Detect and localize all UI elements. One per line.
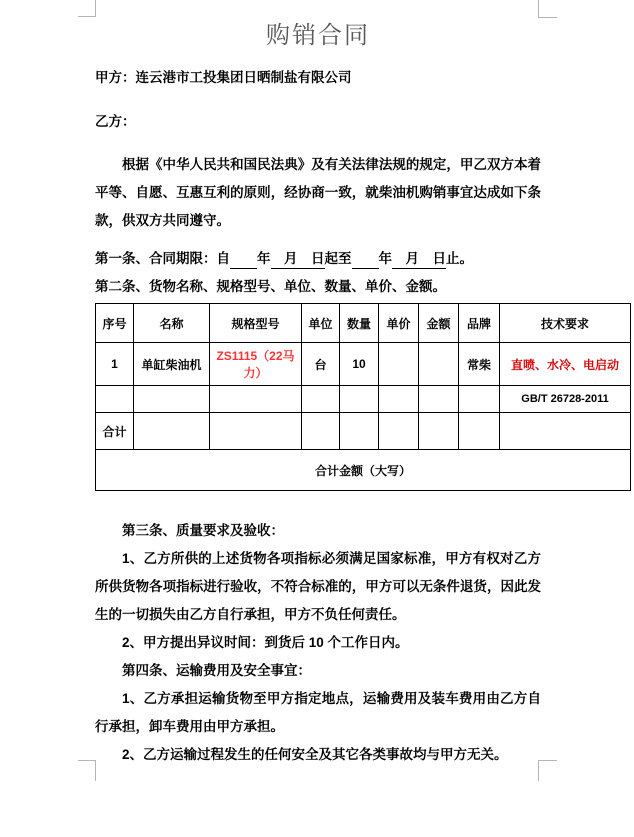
column-header: 金额 bbox=[419, 304, 459, 343]
table-cell bbox=[210, 386, 302, 413]
table-cell bbox=[379, 413, 419, 450]
column-header: 技术要求 bbox=[500, 304, 631, 343]
table-cell bbox=[96, 386, 134, 413]
table-cell bbox=[134, 413, 210, 450]
table-cell-total-amount-label: 合计金额（大写） bbox=[96, 450, 631, 491]
clause-2-heading: 第二条、货物名称、规格型号、单位、数量、单价、金额。 bbox=[95, 279, 446, 294]
table-cell-unit: 台 bbox=[302, 343, 340, 386]
table-cell bbox=[210, 413, 302, 450]
table-cell bbox=[379, 386, 419, 413]
table-cell-gb-standard: GB/T 26728-2011 bbox=[500, 386, 631, 413]
table-cell-subtotal-label: 合计 bbox=[96, 413, 134, 450]
table-cell-amount bbox=[419, 343, 459, 386]
year-blank-start bbox=[230, 250, 257, 269]
party-a-line: 甲方：连云港市工投集团日晒制盐有限公司 bbox=[95, 70, 352, 85]
table-cell-brand: 常柴 bbox=[459, 343, 500, 386]
goods-subtotal-row bbox=[96, 413, 631, 450]
goods-standard-row bbox=[96, 386, 631, 413]
table-cell-seq: 1 bbox=[96, 343, 134, 386]
clause-1-prefix: 第一条、合同期限：自 bbox=[95, 251, 230, 266]
table-cell bbox=[340, 413, 379, 450]
table-cell bbox=[419, 386, 459, 413]
text-boundary-mark-bottom-left bbox=[78, 760, 96, 781]
table-cell bbox=[302, 413, 340, 450]
clause-3-item-2: 2、甲方提出异议时间：到货后 10 个工作日内。 bbox=[122, 635, 409, 650]
table-cell-name: 单缸柴油机 bbox=[134, 343, 210, 386]
column-header: 序号 bbox=[96, 304, 134, 343]
clause-4-item-1: 1、乙方承担运输货物至甲方指定地点，运输费用及装车费用由乙方自行承担，卸车费用由甲方承担。 bbox=[95, 691, 541, 734]
column-header: 数量 bbox=[340, 304, 379, 343]
goods-table bbox=[95, 303, 631, 491]
text-boundary-mark-top-left bbox=[78, 0, 96, 17]
goods-total-row bbox=[96, 450, 631, 491]
table-cell bbox=[459, 386, 500, 413]
clause-1-suffix: 止。 bbox=[446, 251, 473, 266]
table-cell-qty: 10 bbox=[340, 343, 379, 386]
preamble-paragraph: 根据《中华人民共和国民法典》及有关法律法规的规定，甲乙双方本着平等、自愿、互惠互利的原则，经协商一致，就柴油机购销事宜达成如下条款，供双方共同遵守。 bbox=[95, 157, 541, 228]
year-label-start: 年 bbox=[257, 251, 271, 266]
table-cell bbox=[302, 386, 340, 413]
column-header: 单价 bbox=[379, 304, 419, 343]
column-header: 规格型号 bbox=[210, 304, 302, 343]
month-day-blank-start: 月 日 bbox=[271, 250, 325, 269]
table-cell-tech: 直喷、水冷、电启动 bbox=[500, 343, 631, 386]
table-cell-spec: ZS1115（22马力） bbox=[210, 343, 302, 386]
clause-4-item-2: 2、乙方运输过程发生的任何安全及其它各类事故均与甲方无关。 bbox=[122, 747, 508, 762]
clause-3-heading: 第三条、质量要求及验收： bbox=[122, 523, 284, 538]
clause-1-mid: 起至 bbox=[324, 251, 352, 266]
clause-3-item-1: 1、乙方所供的上述货物各项指标必须满足国家标准，甲方有权对乙方所供货物各项指标进行验收，不符合标准的，甲方可以无条件退货，因此发生的一切损失由乙方自行承担，甲方不负任何责任。 bbox=[95, 551, 541, 622]
year-label-end: 年 bbox=[378, 251, 392, 266]
table-cell bbox=[419, 413, 459, 450]
table-cell bbox=[500, 413, 631, 450]
goods-table-header-row bbox=[96, 304, 631, 343]
column-header: 品牌 bbox=[459, 304, 500, 343]
column-header: 单位 bbox=[302, 304, 340, 343]
goods-item-row bbox=[96, 343, 631, 386]
table-cell bbox=[340, 386, 379, 413]
table-cell bbox=[459, 413, 500, 450]
party-b-line: 乙方： bbox=[95, 114, 136, 129]
column-header: 名称 bbox=[134, 304, 210, 343]
clause-4-heading: 第四条、运输费用及安全事宜： bbox=[122, 663, 311, 678]
document-title: 购销合同 bbox=[266, 21, 370, 49]
clause-1-term-line bbox=[95, 245, 541, 273]
year-blank-end bbox=[352, 250, 379, 269]
table-cell-unit-price bbox=[379, 343, 419, 386]
month-day-blank-end: 月 日 bbox=[392, 250, 446, 269]
table-cell bbox=[134, 386, 210, 413]
document-body bbox=[95, 16, 619, 769]
